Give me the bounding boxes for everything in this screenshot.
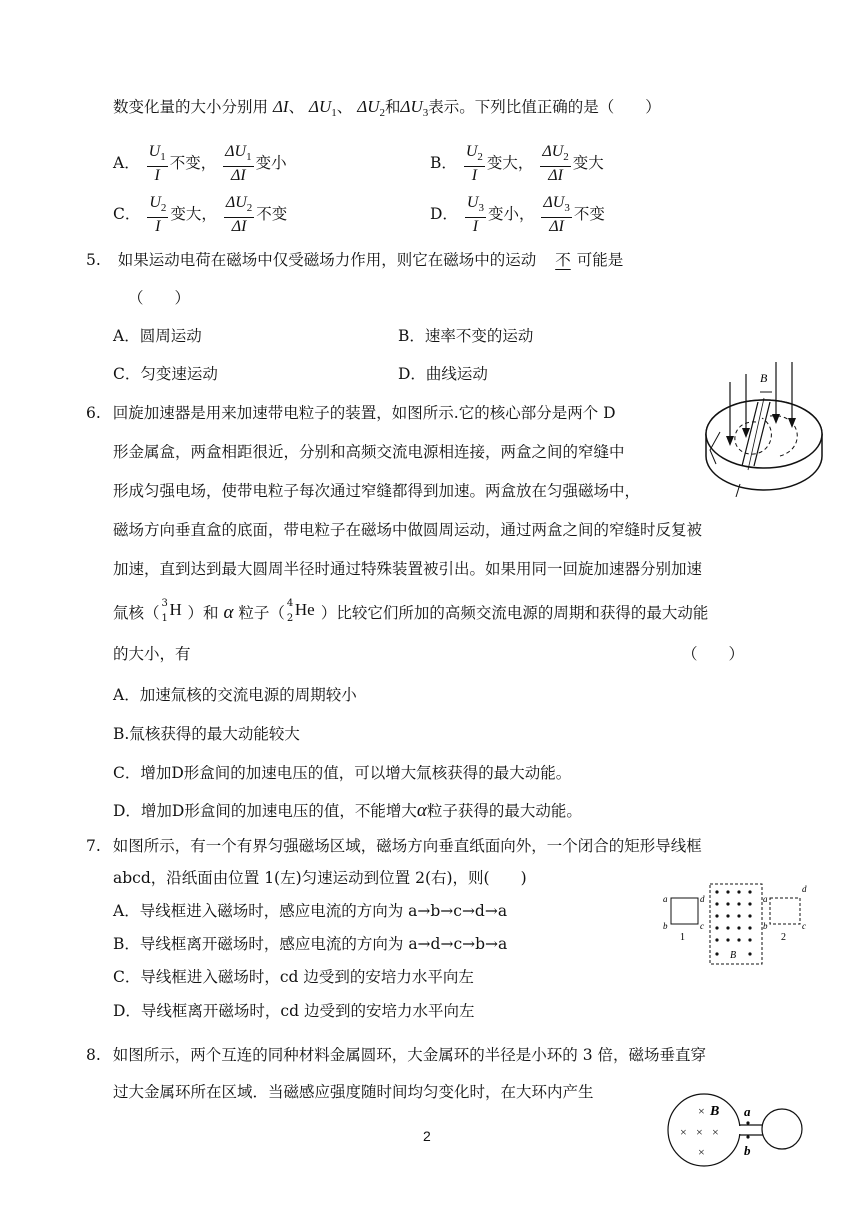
q4-option-c: C． $\frac{U_2}{I}$ 变大， $\frac{\Delta U_2}{\Delta I}$ 不变 — [113, 194, 288, 235]
fraction-du2-over-di-c: $\frac{\Delta U_2}{\Delta I}$ — [225, 194, 253, 235]
q6-option-b: B.氚核获得的最大动能较大 — [113, 725, 300, 743]
fraction-u2-over-i-c: $\frac{U_2}{I}$ — [149, 194, 167, 235]
q6-option-c: C．增加D形盒间的加速电压的值，可以增大氚核获得的最大动能。 — [113, 764, 572, 782]
helium-nuclide: 4 2 He — [286, 598, 315, 624]
svg-text:a: a — [663, 894, 668, 904]
fraction-du1-over-di: $\frac{\Delta U_1}{\Delta I}$ — [225, 143, 252, 184]
svg-text:d: d — [700, 894, 705, 904]
magnetic-field-label: B — [760, 371, 768, 385]
magnetic-region-figure — [660, 880, 812, 968]
q8-line-2: 过大金属环所在区域．当磁感应强度随时间均匀变化时，在大环内产生 — [113, 1083, 594, 1101]
page-number: 2 — [423, 1128, 431, 1144]
q7-option-a: A．导线框进入磁场时，感应电流的方向为 a→b→c→d→a — [113, 902, 508, 920]
fraction-u1-over-i: $\frac{U_1}{I}$ — [148, 143, 166, 184]
q6-line-2: 形金属盒，两盒相距很近，分别和高频交流电源相连接，两盒之间的窄缝中 — [113, 443, 625, 461]
fraction-u3-over-i: $\frac{U_3}{I}$ — [466, 194, 484, 235]
q5-option-d: D．曲线运动 — [398, 365, 488, 383]
q5-option-c: C．匀变速运动 — [113, 365, 218, 383]
cyclotron-figure — [700, 352, 828, 497]
field-label: B — [730, 950, 737, 961]
q6-line-7: 的大小，有 — [113, 645, 191, 663]
point-a-label: a — [744, 1104, 751, 1119]
connected-rings-figure — [662, 1092, 812, 1168]
q4-option-b: B． $\frac{U_2}{I}$ 变大， $\frac{\Delta U_2}{\Delta I}$ 变大 — [430, 143, 604, 184]
svg-text:b: b — [663, 921, 668, 931]
q6-option-a: A．加速氚核的交流电源的周期较小 — [113, 686, 357, 704]
q7-option-b: B．导线框离开磁场时，感应电流的方向为 a→d→c→b→a — [113, 935, 508, 953]
q8-line-1: 8. 如图所示，两个互连的同种材料金属圆环，大金属环的半径是小环的 3 倍，磁场垂直穿 — [86, 1046, 707, 1064]
fraction-du3-over-di: $\frac{\Delta U_3}{\Delta I}$ — [543, 194, 570, 235]
delta-i-symbol: ΔI — [272, 97, 289, 116]
fraction-du2-over-di: $\frac{\Delta U_2}{\Delta I}$ — [542, 143, 569, 184]
question-number: 8. — [86, 1046, 101, 1064]
q5-option-b: B．速率不变的运动 — [398, 327, 534, 345]
svg-text:×: × — [696, 1125, 703, 1139]
svg-text:d: d — [802, 884, 807, 894]
q4-option-d: D． $\frac{U_3}{I}$ 变小， $\frac{\Delta U_3}{\Delta I}$ 不变 — [430, 194, 605, 235]
svg-text:1: 1 — [680, 932, 685, 943]
q5-answer-paren: （ ） — [128, 289, 191, 307]
q7-option-d: D．导线框离开磁场时，cd 边受到的安培力水平向左 — [113, 1002, 475, 1020]
delta-u2-symbol: $\Delta U_2$ — [357, 97, 385, 119]
field-label: B — [710, 1104, 720, 1119]
q4-stem: 数变化量的大小分别用 ΔI、 $\Delta U_1$、 $\Delta U_2$和$\Delta U_3$表示。下列比值正确的是（ ） — [113, 97, 661, 119]
fraction-u2-over-i: $\frac{U_2}{I}$ — [465, 143, 483, 184]
svg-text:c: c — [802, 921, 806, 931]
q4-option-a: A． $\frac{U_1}{I}$ 不变， $\frac{\Delta U_1}{\Delta I}$ 变小 — [113, 143, 287, 184]
q6-line-5: 加速，直到达到最大圆周半径时通过特殊装置被引出。如果用同一回旋加速器分别加速 — [113, 560, 703, 578]
svg-text:2: 2 — [781, 932, 786, 943]
question-number: 7. — [86, 837, 101, 855]
q7-line-2: abcd，沿纸面由位置 1(左)匀速运动到位置 2(右)，则( ) — [113, 869, 527, 887]
svg-text:b: b — [763, 921, 768, 931]
q7-line-1: 7. 如图所示，有一个有界匀强磁场区域，磁场方向垂直纸面向外，一个闭合的矩形导线框 — [86, 837, 702, 855]
q6-answer-paren: （ ） — [682, 645, 745, 663]
q6-option-d: D．增加D形盒间的加速电压的值，不能增大α粒子获得的最大动能。 — [113, 800, 582, 821]
svg-text:c: c — [700, 921, 704, 931]
delta-u1-symbol: $\Delta U_1$ — [309, 97, 337, 119]
tritium-nuclide: 3 1 H — [161, 598, 182, 624]
q6-line-1: 6. 回旋加速器是用来加速带电粒子的装置，如图所示.它的核心部分是两个 D — [86, 404, 616, 422]
q6-line-6: 氚核（ 3 1 H ）和 α 粒子（ 4 2 He ）比较它们所加的高频交流电源的周期和获得的最大动能 — [113, 598, 709, 624]
question-number: 5. — [86, 251, 101, 269]
q5-option-a: A．圆周运动 — [113, 327, 202, 345]
point-b-label: b — [744, 1143, 751, 1158]
svg-text:a: a — [763, 894, 768, 904]
q6-line-3: 形成匀强电场，使带电粒子每次通过窄缝都得到加速。两盒放在匀强磁场中， — [113, 482, 641, 500]
q6-line-4: 磁场方向垂直盒的底面，带电粒子在磁场中做圆周运动，通过两盒之间的窄缝时反复被 — [113, 521, 703, 539]
svg-text:×: × — [698, 1104, 705, 1118]
q5-stem: 5. 如果运动电荷在磁场中仅受磁场力作用，则它在磁场中的运动 不 可能是 — [86, 251, 624, 269]
delta-u3-symbol: $\Delta U_3$ — [400, 97, 429, 119]
svg-text:×: × — [680, 1125, 687, 1139]
svg-text:×: × — [698, 1145, 705, 1159]
q7-option-c: C．导线框进入磁场时，cd 边受到的安培力水平向左 — [113, 968, 474, 986]
question-number: 6. — [86, 404, 101, 422]
svg-text:×: × — [712, 1125, 719, 1139]
